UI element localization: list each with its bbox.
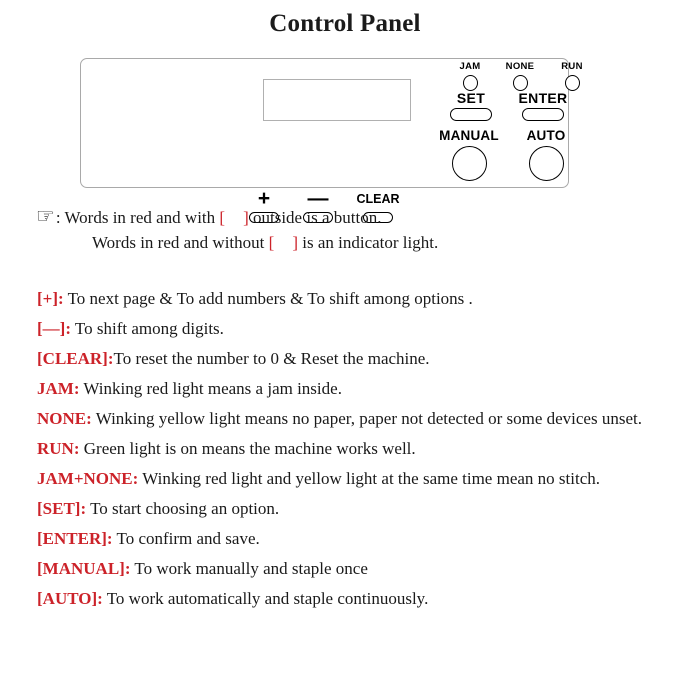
legend-bracket-open-2: [	[268, 233, 275, 252]
set-key-label: SET	[456, 90, 486, 106]
definition-item	[37, 524, 662, 554]
definition-term: [MANUAL]:	[37, 559, 131, 578]
definition-description: Winking yellow light means no paper, paper not detected or some devices unset.	[91, 409, 642, 428]
minus-key-label: —	[307, 187, 329, 210]
definition-term: NONE:	[37, 409, 92, 428]
definition-description: To work automatically and staple continuously.	[102, 589, 429, 608]
legend-line-1-part-a: : Words in red and with	[55, 208, 220, 227]
definition-term: JAM+NONE:	[37, 469, 139, 488]
legend-line-2-part-b: is an indicator light.	[297, 233, 439, 252]
definition-term: RUN:	[37, 439, 80, 458]
legend-line-2-part-a: Words in red and without	[92, 233, 269, 252]
definition-term: [CLEAR]:	[37, 349, 114, 368]
plus-key-label: +	[257, 187, 271, 210]
pointing-hand-right-icon: ☞	[36, 204, 55, 228]
none-indicator-lamp	[513, 75, 528, 91]
auto-key[interactable]	[513, 129, 579, 181]
definition-description: To reset the number to 0 & Reset the machine.	[113, 349, 430, 368]
legend-note	[36, 205, 654, 255]
none-indicator-label: NONE	[505, 61, 535, 72]
none-indicator	[493, 62, 547, 91]
definition-term: [AUTO]:	[37, 589, 103, 608]
jam-indicator-lamp	[463, 75, 478, 91]
definition-description: To confirm and save.	[112, 529, 260, 548]
legend-bracket-close-1: ]	[243, 208, 249, 227]
definition-description: Winking red light and yellow light at the same time mean no stitch.	[138, 469, 600, 488]
definition-item	[37, 314, 662, 344]
definition-list	[37, 284, 662, 614]
clear-key-label: CLEAR	[356, 192, 400, 206]
enter-key-button[interactable]	[522, 108, 564, 121]
definition-description: To start choosing an option.	[86, 499, 280, 518]
jam-indicator-label: JAM	[459, 61, 481, 72]
legend-line-1-part-b: outside is a button.	[248, 208, 382, 227]
legend-line-2	[36, 230, 654, 255]
manual-key[interactable]	[429, 129, 509, 181]
definition-term: [SET]:	[37, 499, 87, 518]
run-indicator-label: RUN	[561, 61, 583, 72]
definition-item	[37, 584, 662, 614]
manual-key-button[interactable]	[452, 146, 487, 181]
definition-item	[37, 374, 662, 404]
definition-item	[37, 554, 662, 584]
definition-term: [ENTER]:	[37, 529, 113, 548]
definition-description: To work manually and staple once	[130, 559, 368, 578]
definition-item	[37, 344, 662, 374]
manual-key-label: MANUAL	[439, 128, 499, 143]
legend-line-1-text	[56, 205, 382, 230]
run-indicator	[549, 62, 595, 91]
enter-key[interactable]	[507, 91, 579, 121]
auto-key-label: AUTO	[526, 128, 566, 143]
definition-description: Green light is on means the machine works well.	[79, 439, 416, 458]
page-title: Control Panel	[269, 10, 421, 37]
auto-key-button[interactable]	[529, 146, 564, 181]
definition-description: Winking red light means a jam inside.	[79, 379, 342, 398]
display-screen	[263, 79, 411, 121]
definition-term: [—]:	[37, 319, 71, 338]
set-key[interactable]	[443, 91, 499, 121]
run-indicator-lamp	[565, 75, 580, 91]
definition-description: To next page & To add numbers & To shift among options .	[63, 289, 473, 308]
definition-description: To shift among digits.	[70, 319, 224, 338]
enter-key-label: ENTER	[518, 90, 568, 106]
legend-bracket-close-2: ]	[292, 233, 298, 252]
definition-term: JAM:	[37, 379, 80, 398]
definition-item	[37, 464, 662, 494]
set-key-button[interactable]	[450, 108, 492, 121]
definition-item	[37, 284, 662, 314]
definition-item	[37, 434, 662, 464]
control-panel-illustration	[80, 58, 583, 210]
definition-item	[37, 494, 662, 524]
jam-indicator	[447, 62, 493, 91]
legend-bracket-open-1: [	[219, 208, 226, 227]
legend-line-1	[36, 205, 654, 230]
definition-term: [+]:	[37, 289, 64, 308]
definition-item	[37, 404, 662, 434]
